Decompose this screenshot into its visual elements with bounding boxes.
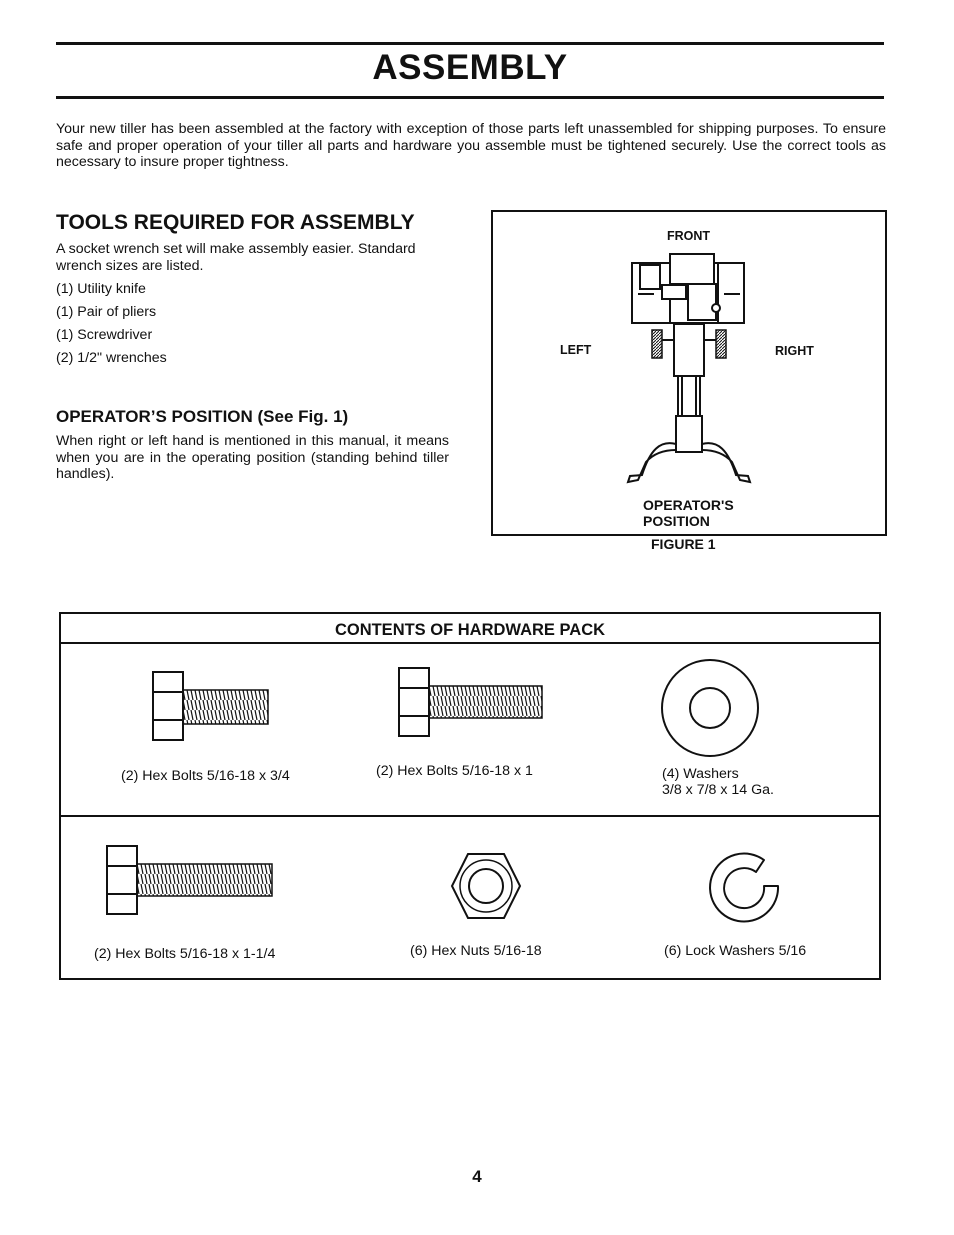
right-label: RIGHT <box>775 344 814 358</box>
operator-position-label <box>643 497 734 529</box>
tool-list <box>56 281 167 373</box>
left-label: LEFT <box>560 343 592 357</box>
hardware-item-label: (6) Lock Washers 5/16 <box>664 943 807 959</box>
page-title: ASSEMBLY <box>372 48 568 87</box>
tool-item: (2) 1/2" wrenches <box>56 350 167 366</box>
tools-description: A socket wrench set will make assembly easier. Standard wrench sizes are listed. <box>56 241 416 274</box>
tool-item: (1) Utility knife <box>56 281 146 297</box>
washer-label-line2: 3/8 x 7/8 x 14 Ga. <box>662 781 774 798</box>
page-number: 4 <box>472 1167 482 1186</box>
hex-bolt-icon <box>104 844 276 916</box>
operator-label-line1: OPERATOR'S <box>643 497 734 513</box>
tool-item: (1) Pair of pliers <box>56 304 157 320</box>
hardware-item-label: (2) Hex Bolts 5/16-18 x 3/4 <box>121 768 290 784</box>
operator-heading: OPERATOR’S POSITION (See Fig. 1) <box>56 407 349 426</box>
hex-bolt-icon <box>396 666 548 738</box>
tiller-top-view-icon <box>620 250 760 490</box>
tools-heading: TOOLS REQUIRED FOR ASSEMBLY <box>56 211 415 234</box>
hex-nut-icon <box>450 852 522 920</box>
hardware-item-label: (2) Hex Bolts 5/16-18 x 1 <box>376 763 533 779</box>
hardware-item-label: (2) Hex Bolts 5/16-18 x 1-1/4 <box>94 946 276 962</box>
hardware-item-label <box>662 767 774 798</box>
front-label: FRONT <box>667 229 711 243</box>
figure-caption: FIGURE 1 <box>651 536 716 552</box>
washer-label-line1: (4) Washers <box>662 766 739 782</box>
hardware-item-label: (6) Hex Nuts 5/16-18 <box>410 943 542 959</box>
hardware-pack-title: CONTENTS OF HARDWARE PACK <box>61 614 879 644</box>
intro-paragraph: Your new tiller has been assembled at the factory with exception of those parts left unassembled for shipping purposes. To ensure safe and proper operation of your tiller all parts and hardware you assemble must be tightened securely. Use the correct tools as necessary to insure proper tightness. <box>56 121 886 171</box>
operator-label-line2: POSITION <box>643 513 710 529</box>
top-rule <box>56 42 884 45</box>
tool-item: (1) Screwdriver <box>56 327 153 343</box>
title-underline <box>56 96 884 99</box>
hex-bolt-icon <box>150 670 274 744</box>
operator-description: When right or left hand is mentioned in this manual, it means when you are in the operating position (standing behind tiller handles). <box>56 433 449 483</box>
washer-icon <box>660 658 760 758</box>
lock-washer-icon <box>706 850 782 924</box>
hardware-row-divider <box>61 815 879 817</box>
